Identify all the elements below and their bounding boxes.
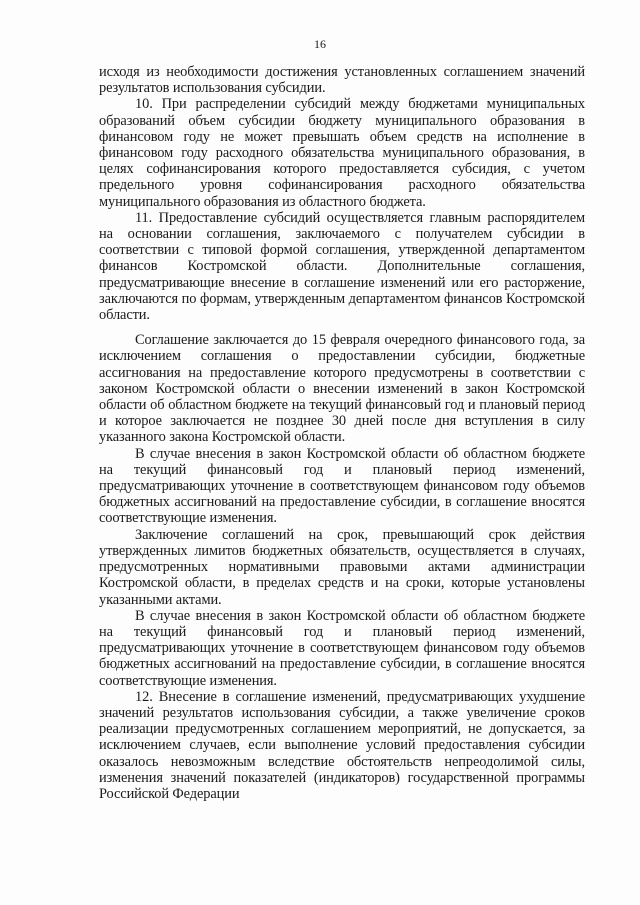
paragraph-continuation: исходя из необходимости достижения установленных соглашением значений результатов использования субсидии. <box>99 64 585 97</box>
paragraph-agreement-deadline: Соглашение заключается до 15 февраля очередного финансового года, за исключением соглашения о предоставлении субсидии, бюджетные ассигнования на предоставление которого предусмотрены в соответствии с законом Костромской области о внесении изменений в закон Костромской области об областном бюджете на текущий финансовый год и плановый период и которое заключается не позднее 30 дней после дня вступления в силу указанного закона Костромской области. <box>99 332 585 446</box>
paragraph-budget-changes: В случае внесения в закон Костромской области об областном бюджете на текущий финансовый год и плановый период изменений, предусматривающих уточнение в соответствующем финансовом году объемов бюджетных ассигнований на предоставление субсидии, в соглашение вносятся соответствующие изменения. <box>99 445 585 527</box>
paragraph-budget-changes-repeat: В случае внесения в закон Костромской области об областном бюджете на текущий финансовый год и плановый период изменений, предусматривающих уточнение в соответствующем финансовом году объемов бюджетных ассигнований на предоставление субсидии, в соглашение вносятся соответствующие изменения. <box>99 607 585 689</box>
document-body <box>99 64 585 802</box>
page-number: 16 <box>314 37 326 51</box>
paragraph-clause-10: 10. При распределении субсидий между бюджетами муниципальных образований объем субсидии бюджету муниципального образования в финансовом году не может превышать объем средств на исполнение в финансовом году расходного обязательства муниципального образования, в целях софинансирования которого предоставляется субсидия, с учетом предельного уровня софинансирования расходного обязательства муниципального образования из областного бюджета. <box>99 96 585 210</box>
paragraph-agreement-term: Заключение соглашений на срок, превышающий срок действия утвержденных лимитов бюджетных обязательств, осуществляется в случаях, предусмотренных нормативными правовыми актами администрации Костромской области, в пределах средств и на сроки, которые установлены указанными актами. <box>99 526 585 608</box>
paragraph-clause-11: 11. Предоставление субсидий осуществляется главным распорядителем на основании соглашения, заключаемого с получателем субсидии в соответствии с типовой формой соглашения, утвержденной департаментом финансов Костромской области. Дополнительные соглашения, предусматривающие внесение в соглашение изменений или его расторжение, заключаются по формам, утвержденным департаментом финансов Костромской области. <box>99 209 585 324</box>
paragraph-clause-12: 12. Внесение в соглашение изменений, предусматривающих ухудшение значений результатов использования субсидии, а также увеличение сроков реализации предусмотренных соглашением мероприятий, не допускается, за исключением случаев, если выполнение условий предоставления субсидии оказалось невозможным вследствие обстоятельств непреодолимой силы, изменения значений показателей (индикаторов) государственной программы Российской Федерации <box>99 688 585 802</box>
